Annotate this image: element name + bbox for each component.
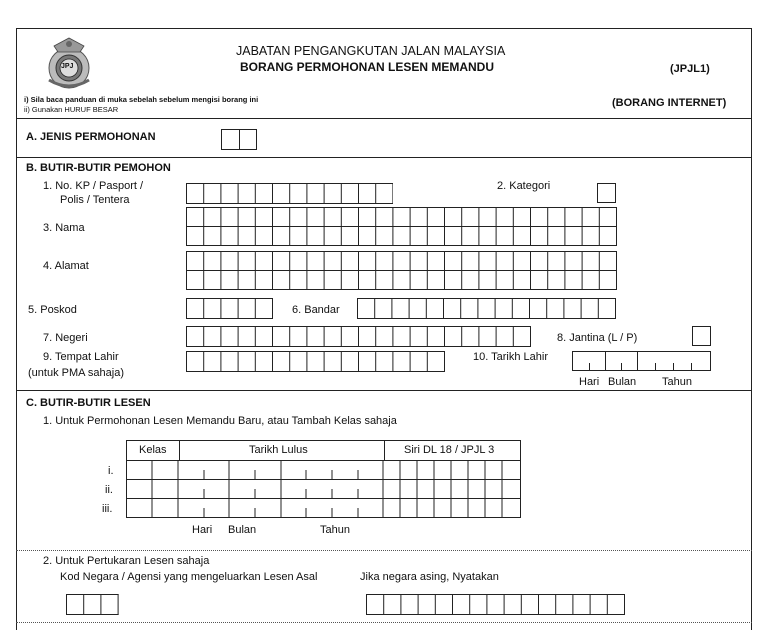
instruction-2: ii) Gunakan HURUF BESAR [24, 105, 119, 114]
emblem-text: JPJ [61, 63, 74, 70]
divider-b [16, 390, 752, 391]
date-day-label: Hari [192, 524, 213, 536]
ic-label-2: Polis / Tentera [60, 194, 130, 206]
top-border [16, 28, 752, 29]
license-rows[interactable] [126, 460, 522, 523]
dob-label: 10. Tarikh Lahir [473, 351, 549, 363]
form-code: (JPJL1) [670, 63, 710, 75]
birthplace-field[interactable] [186, 351, 445, 372]
city-label: 6. Bandar [292, 304, 340, 316]
state-field[interactable] [186, 326, 531, 347]
category-label: 2. Kategori [497, 180, 551, 192]
section-a-title: A. JENIS PERMOHONAN [26, 131, 156, 143]
jpj-emblem [40, 34, 98, 92]
country-code-label: Kod Negara / Agensi yang mengeluarkan Lesen Asal [60, 571, 318, 583]
gender-field[interactable] [692, 326, 711, 346]
date-month-label: Bulan [228, 524, 257, 536]
ic-label-1: 1. No. KP / Pasport / [43, 180, 144, 192]
postcode-field[interactable] [186, 298, 273, 319]
birthplace-label-1: 9. Tempat Lahir [43, 351, 119, 363]
section-c-title: C. BUTIR-BUTIR LESEN [26, 397, 151, 409]
divider-a [16, 157, 752, 158]
application-type-boxes[interactable] [221, 129, 257, 150]
divider-header [16, 118, 752, 119]
category-field[interactable] [597, 183, 616, 203]
city-field[interactable] [357, 298, 616, 319]
divider-c2 [16, 622, 752, 623]
gender-label: 8. Jantina (L / P) [557, 332, 638, 344]
foreign-label: Jika negara asing, Nyatakan [360, 571, 499, 583]
country-code-field[interactable] [66, 594, 119, 615]
name-label: 3. Nama [43, 222, 85, 234]
form-title: BORANG PERMOHONAN LESEN MEMANDU [240, 60, 495, 74]
agency-name: JABATAN PENGANGKUTAN JALAN MALAYSIA [236, 44, 506, 58]
dob-field[interactable] [572, 351, 711, 371]
header-class: Kelas [139, 444, 167, 456]
dob-month-label: Bulan [608, 376, 637, 388]
name-field[interactable] [186, 207, 617, 246]
section-b-title: B. BUTIR-BUTIR PEMOHON [26, 162, 171, 174]
row-label-1: i. [108, 465, 114, 477]
form-type: (BORANG INTERNET) [612, 97, 727, 109]
item2-label: 2. Untuk Pertukaran Lesen sahaja [43, 555, 210, 567]
postcode-label: 5. Poskod [28, 304, 77, 316]
date-year-label: Tahun [320, 524, 350, 536]
instruction-1: i) Sila baca panduan di muka sebelah sebelum mengisi borang ini [24, 95, 259, 104]
birthplace-label-2: (untuk PMA sahaja) [28, 367, 124, 379]
header-pass-date: Tarikh Lulus [249, 444, 308, 456]
item1-label: 1. Untuk Permohonan Lesen Memandu Baru, atau Tambah Kelas sahaja [43, 415, 397, 427]
ic-number-field[interactable] [186, 183, 393, 204]
dob-day-label: Hari [579, 376, 600, 388]
row-label-3: iii. [102, 503, 113, 515]
state-label: 7. Negeri [43, 332, 88, 344]
address-field[interactable] [186, 251, 617, 290]
address-label: 4. Alamat [43, 260, 89, 272]
foreign-country-field[interactable] [366, 594, 625, 615]
header-serial: Siri DL 18 / JPJL 3 [404, 444, 495, 456]
row-label-2: ii. [105, 484, 113, 496]
dob-year-label: Tahun [662, 376, 692, 388]
divider-c1 [16, 550, 752, 551]
